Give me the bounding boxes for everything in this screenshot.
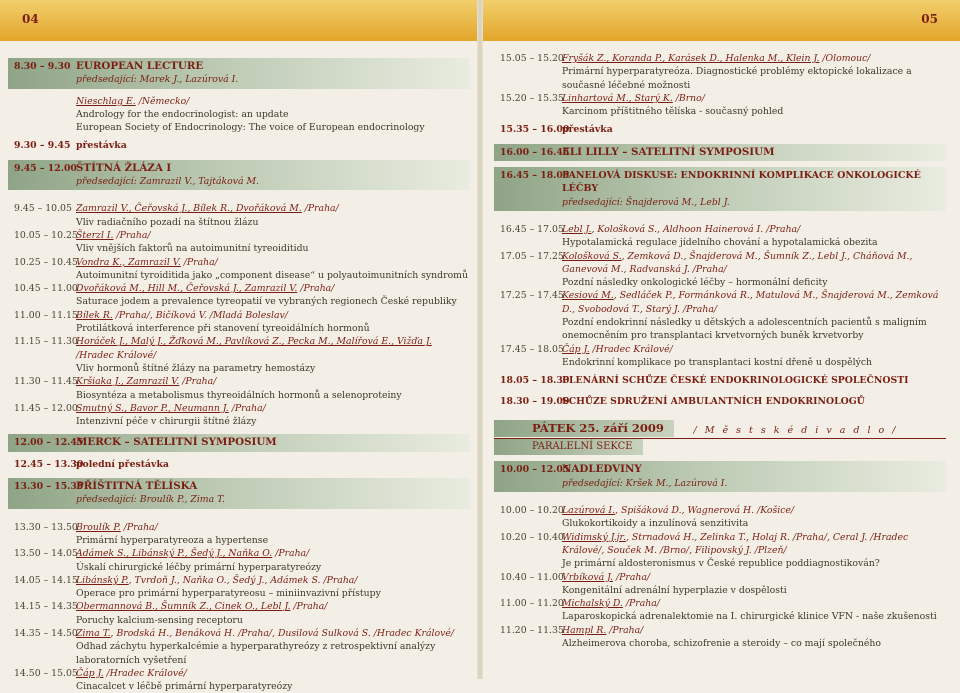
talk-time: 11.30 – 11.45 [14, 376, 78, 388]
talk-time: 13.30 – 13.50 [14, 521, 78, 533]
day-venue: / M ě s t s k é d i v a d l o / [693, 424, 898, 436]
talk-authors-line [76, 335, 470, 362]
talk-authors-line [76, 574, 470, 587]
session-time: 10.00 – 12.05 [500, 464, 570, 476]
talk-time: 14.35 – 14.50 [14, 627, 78, 639]
talk-authors: Čáp J. [562, 343, 590, 355]
talk-details [76, 95, 470, 122]
talk-affiliation: /Praha/ [301, 203, 339, 215]
talk-title: Primární hyperparatyreóza. Diagnostické problémy ektopické lokalizace a současné léčebné možnosti [562, 66, 912, 91]
talk-title: Vliv hormonů štítné žlázy na parametry hemostázy [76, 362, 316, 374]
talk-details [562, 343, 946, 370]
talk-time: 11.00 – 11.20 [500, 598, 564, 610]
talk-title: Vliv vnějších faktorů na autoimunitní tyreoiditidu [76, 243, 309, 255]
talk-details [76, 402, 470, 429]
talk-authors: Kršiaka J., Zamrazil V. [76, 376, 180, 388]
talk-time: 10.20 – 10.40 [500, 531, 564, 543]
program-break [494, 395, 946, 408]
talk-affiliation: , Brodská H., Benáková H. /Praha/, Dusilová Sulková S. /Hradec Králové/ [110, 627, 454, 639]
talk-title: Úskalí chirurgické léčby primární hyperparatyreózy [76, 561, 322, 573]
talk-authors-line [562, 531, 946, 558]
session-title: PŘÍŠTITNÁ TĚLÍSKA [76, 480, 198, 493]
talk-title: Glukokortikoidy a inzulínová senzitivita [562, 518, 749, 530]
talk-authors: Vrbíková J. [562, 571, 614, 583]
break-time: 18.30 – 19.00 [500, 395, 570, 407]
talk-title: European Society of Endocrinology: The voice of European endocrinology [76, 122, 425, 134]
session-chairs-row [8, 175, 470, 188]
session-header-row [8, 436, 470, 449]
talk-affiliation: /Hradec Králové/ [103, 667, 187, 679]
talk-authors-line [562, 597, 946, 610]
session-header [8, 160, 470, 191]
talk-title: Laparoskopická adrenalektomie na I. chirurgické klinice VFN - naše zkušenosti [562, 611, 937, 623]
session-time: 16.45 – 18.05 [500, 170, 570, 182]
talk-time: 10.45 – 11.00 [14, 283, 78, 295]
talk-affiliation: /Praha/ [180, 256, 218, 268]
talk-authors: Bílek R. [76, 309, 113, 321]
talk-affiliation: , Kološková S., Aldhoon Hainerová I. /Praha/ [591, 223, 801, 235]
talk-time: 11.45 – 12.00 [14, 402, 78, 414]
talk-authors: Fryšák Z., Koranda P., Karásek D., Halenka M., Klein J. [562, 53, 820, 64]
talk-entry [8, 256, 470, 283]
session-header [8, 434, 470, 451]
talk-authors-line [76, 627, 470, 640]
session-header-row [494, 146, 946, 159]
talk-entry [8, 402, 470, 429]
talk-entry [8, 547, 470, 574]
session-chairs-row [494, 477, 946, 490]
talk-entry [494, 597, 946, 624]
talk-time: 14.15 – 14.35 [14, 601, 78, 613]
day-header-line [494, 420, 946, 439]
talk-details [76, 121, 470, 134]
talk-entry [8, 375, 470, 402]
session-chairs-row [8, 493, 470, 506]
talk-title: Saturace jodem a prevalence tyreopatií ve vybraných regionech České republiky [76, 296, 457, 308]
talk-authors-line [76, 600, 470, 613]
break-title: přestávka [76, 140, 127, 152]
talk-authors: Dvořáková M., Hill M., Čeřovská J., Zamrazil V. [76, 283, 298, 295]
talk-entry [8, 282, 470, 309]
session-header-row [8, 162, 470, 175]
talk-details [562, 624, 946, 651]
talk-title: Autoimunitní tyroiditida jako „component disease“ u polyautoimunitních syndromů [76, 269, 468, 281]
talk-affiliation: /Praha/ [113, 229, 151, 241]
talk-details [76, 256, 470, 283]
talk-entry [494, 624, 946, 651]
talk-entry [8, 667, 470, 693]
day-date: PÁTEK 25. září 2009 [494, 420, 674, 437]
talk-affiliation: /Praha/ [120, 521, 158, 533]
talk-authors-line [562, 250, 946, 277]
break-title: přestávka [562, 124, 613, 136]
time-spacer [494, 196, 562, 209]
parallel-section-label: PARALELNÍ SEKCE [494, 439, 643, 455]
talk-authors-line [562, 223, 946, 236]
break-title: polední přestávka [76, 458, 169, 470]
session-time: 8.30 – 9.30 [14, 61, 71, 72]
talk-authors-line [562, 504, 946, 517]
talk-details [562, 223, 946, 250]
break-time: 15.35 – 16.00 [500, 124, 570, 136]
left-page-program [8, 52, 470, 693]
talk-time: 14.05 – 14.15 [14, 574, 78, 586]
talk-details [562, 531, 946, 571]
left-page-header [0, 0, 478, 41]
talk-affiliation: /Olomouc/ [819, 53, 871, 64]
talk-title: Hypotalamická regulace jídelního chování a hypotalamická obezita [562, 237, 878, 249]
talk-details [562, 250, 946, 290]
talk-authors-line [76, 547, 470, 560]
talk-entry [8, 574, 470, 601]
talk-entry [8, 309, 470, 336]
talk-title: Andrology for the endocrinologist: an update [76, 108, 289, 120]
session-title: EUROPEAN LECTURE [76, 60, 204, 72]
left-page-number: 04 [22, 12, 39, 26]
time-spacer [8, 73, 76, 86]
session-title: NADLEDVINY [562, 463, 642, 476]
talk-authors-line [76, 95, 470, 108]
session-chairs: předsedající: Marek J., Lazúrová I. [76, 74, 239, 86]
talk-details [562, 504, 946, 531]
talk-details [76, 521, 470, 548]
time-spacer [8, 493, 76, 506]
talk-affiliation: , Zemková D., Šnajderová M., Šumník Z., Lebl J., Cháňová M., Ganevová M., Radvanská J. /Praha/ [562, 250, 913, 275]
talk-title: Pozdní endokrinní následky u dětských a adolescentních pacientů s maligním onemocněním pro transplantaci krvetvorných buněk krvetvorby [562, 317, 927, 342]
session-header-row [494, 169, 946, 196]
break-title: SCHŮZE SDRUŽENÍ AMBULANTNÍCH ENDOKRINOLOGŮ [562, 395, 865, 407]
session-time: 16.00 – 16.45 [500, 146, 570, 158]
talk-authors-line [562, 52, 946, 65]
talk-entry [494, 250, 946, 290]
right-page-program [494, 52, 946, 650]
talk-time: 15.05 – 15.20 [500, 53, 564, 64]
talk-authors-line [76, 282, 470, 295]
talk-authors: Linhartová M., Starý K. [562, 92, 673, 104]
talk-affiliation: /Německo/ [135, 95, 190, 107]
talk-time: 15.20 – 15.35 [500, 92, 564, 104]
talk-authors: Hampl R. [562, 624, 607, 636]
session-time: 12.00 – 12.45 [14, 437, 84, 449]
talk-affiliation: , Strnadová H., Zelinka T., Holaj R. /Praha/, Ceral J. /Hradec Králové/, Souček M. /Brno/, Filipovský J. /Plzeň/ [562, 531, 909, 556]
talk-title: Pozdní následky onkologické léčby – hormonální deficity [562, 277, 828, 289]
talk-details [562, 92, 946, 119]
talk-affiliation: , Sedláček P., Formánková R., Matulová M., Šnajderová M., Zemková D., Svobodová T., Starý J. /Praha/ [562, 290, 939, 315]
talk-details [76, 547, 470, 574]
talk-authors-line [76, 256, 470, 269]
talk-authors: Smutný S., Bavor P., Neumann J. [76, 402, 229, 414]
talk-authors: Kesiová M. [562, 290, 614, 302]
talk-entry [8, 121, 470, 134]
break-time: 18.05 – 18.30 [500, 375, 570, 387]
talk-title: Karcinom příštitného tělíska - současný pohled [562, 106, 784, 118]
session-chairs: předsedající: Broulík P., Zima T. [76, 494, 225, 506]
talk-authors: Zima T. [76, 627, 111, 639]
talk-title: Vliv radiačního pozadí na štítnou žlázu [76, 216, 259, 228]
session-chairs: předsedající: Kršek M., Lazúrová I. [562, 477, 728, 489]
talk-details [562, 571, 946, 598]
session-title: ELI LILLY – SATELITNÍ SYMPOSIUM [562, 145, 775, 158]
program-break [494, 123, 946, 136]
talk-entry [494, 52, 946, 92]
talk-authors: Kološková S. [562, 250, 622, 262]
talk-time: 17.05 – 17.25 [500, 250, 564, 262]
talk-entry [494, 92, 946, 119]
talk-details [76, 600, 470, 627]
talk-authors-line [562, 571, 946, 584]
session-time: 13.30 – 15.35 [14, 481, 84, 493]
talk-authors: Adámek S., Libánský P., Šedý J., Naňka O. [76, 548, 273, 560]
talk-title: Poruchy kalcium-sensing receptoru [76, 614, 243, 626]
session-time: 9.45 – 12.00 [14, 162, 77, 174]
talk-authors-line [76, 309, 470, 322]
talk-affiliation: /Praha/ [606, 624, 644, 636]
talk-authors: Widimský J.jr. [562, 531, 626, 543]
talk-authors-line [76, 375, 470, 388]
talk-authors-line [562, 92, 946, 105]
talk-entry [494, 223, 946, 250]
talk-authors: Libánský P. [76, 574, 129, 586]
talk-time [8, 95, 76, 122]
session-header-row [8, 60, 470, 73]
talk-affiliation: /Hradec Králové/ [589, 343, 673, 355]
talk-time: 11.15 – 11.30 [14, 336, 78, 348]
break-time: 9.30 – 9.45 [14, 140, 71, 152]
talk-affiliation: /Hradec Králové/ [76, 349, 157, 361]
session-title: ŠTÍTNÁ ŽLÁZA I [76, 161, 172, 174]
talk-entry [8, 202, 470, 229]
talk-authors: Lebl J. [562, 223, 592, 235]
talk-title: Protilátková interference při stanovení tyreoidálních hormonů [76, 323, 370, 335]
session-title: MERCK – SATELITNÍ SYMPOSIUM [76, 436, 277, 449]
day-header [494, 420, 946, 456]
talk-details [76, 574, 470, 601]
talk-authors-line [562, 343, 946, 356]
page-gutter [477, 0, 483, 679]
talk-details [76, 375, 470, 402]
talk-authors-line [76, 402, 470, 415]
talk-title: Odhad záchytu hyperkalcémie a hyperparathyreózy z retrospektivní analýzy laboratorních vyšetření [76, 641, 436, 666]
talk-authors-line [76, 667, 470, 680]
talk-title: Cinacalcet v léčbě primární hyperparatyreózy [76, 681, 293, 693]
talk-entry [8, 627, 470, 667]
program-break [8, 458, 470, 471]
session-header [494, 167, 946, 211]
session-header-row [494, 463, 946, 476]
talk-authors: Obermannová B., Šumník Z., Cinek O., Lebl J. [76, 601, 291, 613]
talk-details [76, 335, 470, 375]
talk-entry [8, 229, 470, 256]
talk-time [8, 121, 76, 134]
talk-time: 17.45 – 18.05 [500, 343, 564, 355]
time-spacer [494, 477, 562, 490]
talk-entry [494, 504, 946, 531]
talk-entry [494, 571, 946, 598]
talk-title: Primární hyperparatyreoza a hypertense [76, 534, 269, 546]
talk-time: 10.25 – 10.45 [14, 256, 78, 268]
session-header [494, 144, 946, 161]
talk-title: Je primární aldosteronismus v České republice poddiagnostikován? [562, 558, 880, 570]
talk-affiliation: /Praha/ [613, 571, 651, 583]
talk-entry [494, 343, 946, 370]
talk-title: Endokrinní komplikace po transplantaci kostní dřeně u dospělých [562, 356, 873, 368]
talk-details [562, 289, 946, 342]
talk-authors-line [562, 624, 946, 637]
time-spacer [8, 175, 76, 188]
talk-entry [8, 521, 470, 548]
talk-details [76, 229, 470, 256]
talk-authors: Michalský D. [562, 598, 623, 610]
break-time: 12.45 – 13.30 [14, 458, 84, 470]
talk-entry [8, 95, 470, 122]
talk-time: 10.00 – 10.20 [500, 505, 564, 517]
session-header [8, 58, 470, 89]
talk-authors: Broulík P. [76, 521, 121, 533]
talk-title: Operace pro primární hyperparatyreosu – miniinvazivní přístupy [76, 588, 381, 600]
break-title: PLENÁRNÍ SCHŮZE ČESKÉ ENDOKRINOLOGICKÉ SPOLEČNOSTI [562, 375, 909, 387]
talk-authors-line [76, 202, 470, 215]
talk-affiliation: , Tvrdoň J., Naňka O., Šedý J., Adámek S. /Praha/ [128, 574, 358, 586]
talk-title: Kongenitální adrenální hyperplazie v dospělosti [562, 584, 787, 596]
program-break [8, 139, 470, 152]
talk-details [76, 309, 470, 336]
talk-time: 17.25 – 17.45 [500, 290, 564, 302]
talk-title: Alzheimerova choroba, schizofrenie a steroidy – co mají společného [562, 637, 881, 649]
talk-details [562, 52, 946, 92]
session-chairs-row [8, 73, 470, 86]
session-chairs: předsedající: Zamrazil V., Tajtáková M. [76, 176, 259, 188]
talk-time: 16.45 – 17.05 [500, 223, 564, 235]
session-header [8, 478, 470, 509]
talk-details [76, 667, 470, 693]
talk-authors-line [562, 289, 946, 316]
talk-authors-line [76, 521, 470, 534]
talk-entry [494, 289, 946, 342]
talk-affiliation: , Spišáková D., Wagnerová H. /Košice/ [615, 505, 795, 517]
talk-time: 11.00 – 11.15 [14, 309, 78, 321]
talk-time: 10.40 – 11.00 [500, 571, 564, 583]
talk-authors: Čáp J. [76, 667, 104, 679]
talk-entry [494, 531, 946, 571]
session-header [494, 461, 946, 492]
talk-authors: Nieschlag E. [76, 95, 136, 107]
talk-affiliation: /Praha/ [179, 376, 217, 388]
session-header-row [8, 480, 470, 493]
talk-time: 11.20 – 11.35 [500, 624, 564, 636]
talk-affiliation: /Praha/ [228, 402, 266, 414]
session-chairs: předsedající: Šnajderová M., Lebl J. [562, 196, 730, 208]
talk-details [76, 627, 470, 667]
talk-affiliation: /Praha/ [272, 548, 310, 560]
talk-title: Biosyntéza a metabolismus thyreoidálních hormonů a selenoproteiny [76, 389, 402, 401]
talk-authors-line [76, 229, 470, 242]
right-page-header [482, 0, 960, 41]
talk-details [76, 282, 470, 309]
session-title: PANELOVÁ DISKUSE: ENDOKRINNÍ KOMPLIKACE ONKOLOGICKÉ LÉČBY [562, 170, 921, 195]
talk-affiliation: /Praha/ [622, 598, 660, 610]
talk-authors: Vondra K., Zamrazil V. [76, 256, 181, 268]
talk-details [562, 597, 946, 624]
talk-title: Intenzivní péče v chirurgii štítné žlázy [76, 416, 257, 428]
talk-affiliation: /Praha/ [297, 283, 335, 295]
talk-affiliation: /Brno/ [672, 92, 705, 104]
right-page-number: 05 [921, 12, 938, 26]
program-break [494, 374, 946, 387]
talk-affiliation: /Praha/ [290, 601, 328, 613]
talk-time: 13.50 – 14.05 [14, 548, 78, 560]
talk-authors: Lazúrová I. [562, 505, 616, 517]
talk-time: 9.45 – 10.05 [14, 203, 72, 215]
talk-details [76, 202, 470, 229]
talk-affiliation: /Praha/, Bičíková V. /Mladá Boleslav/ [112, 309, 288, 321]
talk-entry [8, 600, 470, 627]
talk-authors: Horáček J., Malý J., Žďková M., Pavlíková Z., Pecka M., Malířová E., Vižďa J. [76, 336, 432, 348]
talk-authors: Zamrazil V., Čeřovská J., Bílek R., Dvořáková M. [76, 203, 302, 215]
talk-time: 10.05 – 10.25 [14, 229, 78, 241]
talk-authors: Šterzl I. [76, 229, 114, 241]
session-chairs-row [494, 196, 946, 209]
talk-entry [8, 335, 470, 375]
talk-time: 14.50 – 15.05 [14, 667, 78, 679]
